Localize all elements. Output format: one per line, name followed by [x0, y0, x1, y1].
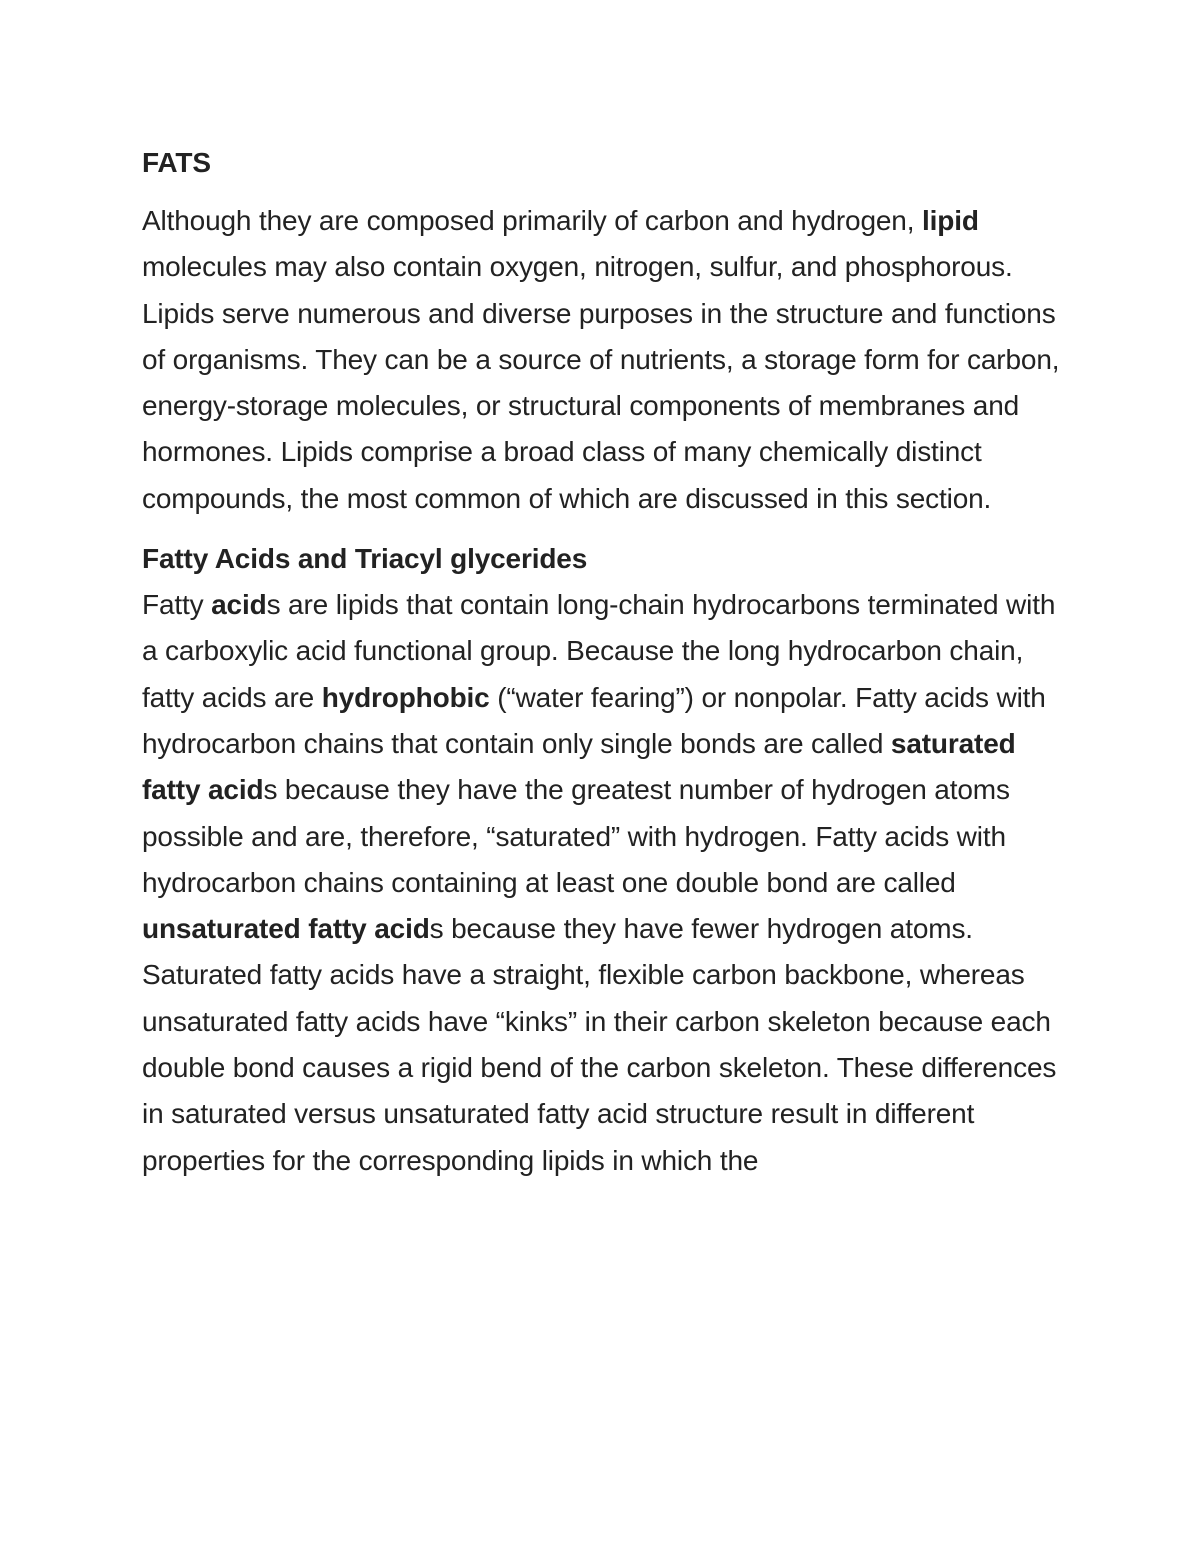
section-text-2: s are lipids that contain long-chain hydrocarbons terminated with a carboxylic acid functional group. Because the long hydrocarbon chain, fatty acids are — [142, 589, 1056, 713]
section-paragraph — [142, 582, 1072, 1184]
term-lipid: lipid — [921, 205, 979, 236]
document-body — [142, 140, 1072, 1184]
intro-text-1: Although they are composed primarily of carbon and hydrogen, — [142, 205, 922, 236]
term-unsaturated-fatty-acid: unsaturated fatty acid — [142, 913, 430, 945]
section-text-3: (“water fearing”) or nonpolar. Fatty acids with hydrocarbon chains that contain only single bonds are called — [142, 681, 1046, 759]
section-text-4: s because they have the greatest number of hydrogen atoms possible and are, therefore, “saturated” with hydrogen. Fatty acids with hydrocarbon chains containing at least one double bond are called — [142, 774, 1010, 898]
section-text-1: Fatty — [142, 589, 212, 621]
term-saturated-fatty-acid: saturated fatty acid — [142, 727, 1016, 806]
intro-paragraph — [142, 198, 1072, 522]
document-title: FATS — [142, 147, 211, 178]
section-heading: Fatty Acids and Triacyl glycerides — [142, 543, 588, 575]
section-text-5: s because they have fewer hydrogen atoms. Saturated fatty acids have a straight, flexible carbon backbone, whereas unsaturated fatty acids have “kinks” in their carbon skeleton because each double bond causes a rigid bend of the carbon skeleton. These differences in saturated versus unsaturated fatty acid structure result in different properties for the corresponding lipids in which the — [142, 913, 1057, 1176]
term-acid: acid — [211, 589, 267, 621]
intro-text-2: molecules may also contain oxygen, nitrogen, sulfur, and phosphorous. Lipids serve numerous and diverse purposes in the structure and functions of organisms. They can be a source of nutrients, a storage form for carbon, energy-storage molecules, or structural components of membranes and hormones. Lipids comprise a broad class of many chemically distinct compounds, the most common of which are discussed in this section. — [142, 251, 1060, 514]
term-hydrophobic: hydrophobic — [321, 681, 490, 713]
